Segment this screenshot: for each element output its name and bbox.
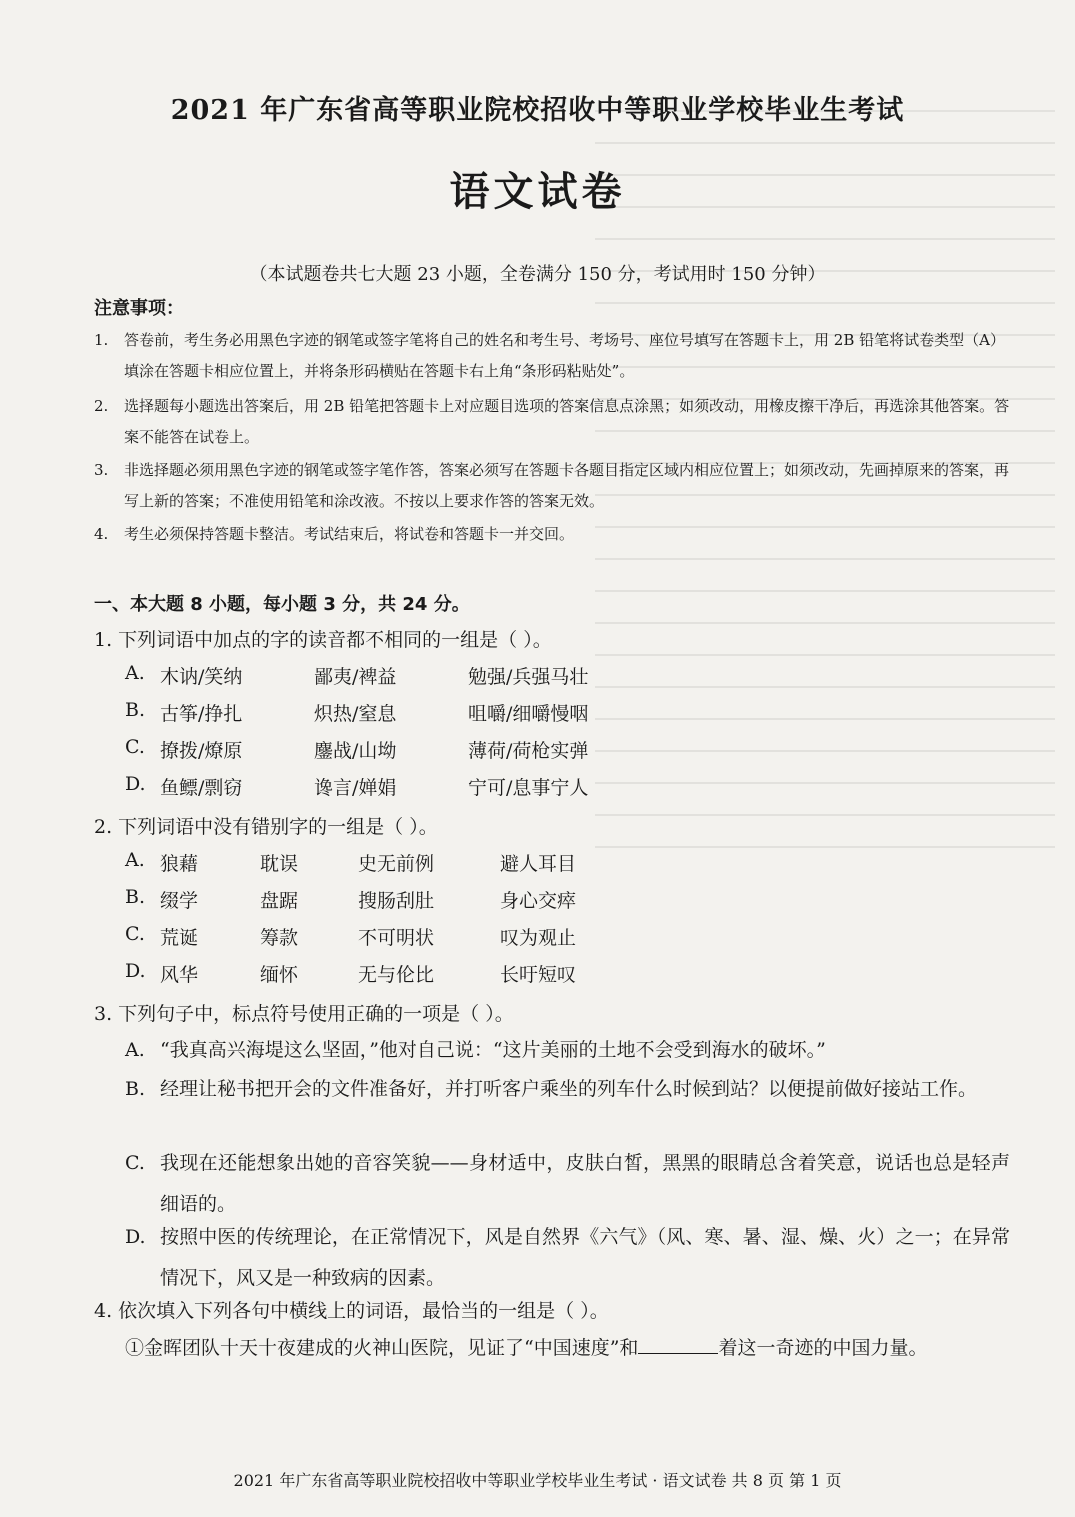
- notice-item-number: 1.: [94, 331, 109, 349]
- option-word: 撩拨/燎原: [160, 740, 243, 762]
- item-text-before: ①金晖团队十天十夜建成的火神山医院，见证了“中国速度”和: [125, 1337, 639, 1359]
- option-word: 薄荷/荷枪实弹: [468, 740, 589, 762]
- option-label: A.: [125, 849, 145, 871]
- option-text: 经理让秘书把开会的文件准备好，并打听客户乘坐的列车什么时候到站？以便提前做好接站工作。: [160, 1078, 978, 1100]
- option-row: [125, 1030, 1010, 1071]
- option-word: 避人耳目: [500, 853, 577, 875]
- notice-item: [94, 391, 1014, 453]
- option-label: D.: [125, 773, 146, 795]
- question-4-stem: 4. 依次填入下列各句中横线上的词语，最恰当的一组是（ ）。: [94, 1300, 609, 1322]
- notice-item-text: 考生必须保持答题卡整洁。考试结束后，将试卷和答题卡一并交回。: [124, 525, 575, 543]
- option-label: A.: [125, 1039, 145, 1061]
- section-heading: 一、本大题 8 小题，每小题 3 分，共 24 分。: [94, 594, 470, 615]
- notice-item-number: 4.: [94, 525, 109, 543]
- option-label: D.: [125, 1226, 146, 1248]
- option-text: 按照中医的传统理论，在正常情况下，风是自然界《六气》（风、寒、暑、湿、燥、火）之一；在异常情况下，风又是一种致病的因素。: [160, 1226, 1010, 1289]
- option-row: [125, 1069, 1010, 1110]
- page-footer: 2021 年广东省高等职业院校招收中等职业学校毕业生考试 · 语文试卷 共 8 页 第 1 页: [233, 1471, 842, 1490]
- option-word: 筹款: [260, 927, 299, 949]
- question-4-item-1: [125, 1325, 1010, 1371]
- option-word: 长吁短叹: [500, 964, 577, 986]
- option-word: 咀嚼/细嚼慢咽: [468, 703, 589, 725]
- option-label: B.: [125, 886, 146, 908]
- option-word: 宁可/息事宁人: [468, 777, 589, 799]
- notice-item-number: 2.: [94, 397, 109, 415]
- option-word: 不可明状: [358, 927, 435, 949]
- question-3-stem: 3. 下列句子中，标点符号使用正确的一项是（ ）。: [94, 1003, 514, 1025]
- item-text-after: 着这一奇迹的中国力量。: [718, 1337, 928, 1359]
- exam-subtitle: （本试题卷共七大题 23 小题，全卷满分 150 分，考试用时 150 分钟）: [249, 264, 826, 285]
- option-label: B.: [125, 699, 146, 721]
- subject-title: 语文试卷: [449, 168, 626, 215]
- notice-item-text: 答卷前，考生务必用黑色字迹的钢笔或签字笔将自己的姓名和考生号、考场号、座位号填写在答题卡上，用 2B 铅笔将试卷类型（A）填涂在答题卡相应位置上，并将条形码横贴在答题卡右上角“条形码粘贴处”。: [124, 331, 1005, 380]
- option-word: 盘踞: [260, 890, 299, 912]
- option-word: 古筝/挣扎: [160, 703, 243, 725]
- option-word: 勉强/兵强马壮: [468, 666, 589, 688]
- option-word: 风华: [160, 964, 199, 986]
- option-word: 狼藉: [160, 853, 199, 875]
- option-label: C.: [125, 923, 145, 945]
- notice-item-text: 选择题每小题选出答案后，用 2B 铅笔把答题卡上对应题目选项的答案信息点涂黑；如须改动，用橡皮擦干净后，再选涂其他答案。答案不能答在试卷上。: [124, 397, 1010, 446]
- option-word: 无与伦比: [358, 964, 435, 986]
- notice-item: [94, 519, 1014, 550]
- option-word: 炽热/窒息: [314, 703, 397, 725]
- option-word: 叹为观止: [500, 927, 577, 949]
- fill-in-blank: [638, 1335, 718, 1354]
- question-1-stem: 1. 下列词语中加点的字的读音都不相同的一组是（ ）。: [94, 629, 552, 651]
- option-word: 缅怀: [260, 964, 299, 986]
- notice-item: [94, 455, 1014, 517]
- option-word: 史无前例: [358, 853, 435, 875]
- notice-item-text: 非选择题必须用黑色字迹的钢笔或签字笔作答，答案必须写在答题卡各题目指定区域内相应位置上；如须改动，先画掉原来的答案，再写上新的答案；不准使用铅笔和涂改液。不按以上要求作答的答案无效。: [124, 461, 1010, 510]
- option-row: [125, 1217, 1010, 1299]
- option-word: 缀学: [160, 890, 199, 912]
- option-word: 鱼鳔/剽窃: [160, 777, 243, 799]
- option-word: 身心交瘁: [500, 890, 577, 912]
- option-word: 荒诞: [160, 927, 199, 949]
- notice-item: [94, 325, 1014, 387]
- notice-item-number: 3.: [94, 461, 109, 479]
- option-word: 鏖战/山坳: [314, 740, 397, 762]
- option-word: 耽误: [260, 853, 299, 875]
- option-label: C.: [125, 1152, 145, 1174]
- option-label: D.: [125, 960, 146, 982]
- question-2-stem: 2. 下列词语中没有错别字的一组是（ ）。: [94, 816, 438, 838]
- option-word: 搜肠刮肚: [358, 890, 435, 912]
- notice-heading: 注意事项：: [94, 298, 184, 319]
- option-text: 我现在还能想象出她的音容笑貌——身材适中，皮肤白皙，黑黑的眼睛总含着笑意，说话也总是轻声细语的。: [160, 1152, 1010, 1215]
- option-word: 鄙夷/裨益: [314, 666, 397, 688]
- option-word: 木讷/笑纳: [160, 666, 243, 688]
- option-row: [125, 1143, 1010, 1225]
- option-word: 谗言/婵娟: [314, 777, 397, 799]
- exam-title: 2021 年广东省高等职业院校招收中等职业学校毕业生考试: [170, 95, 905, 126]
- option-text: “我真高兴海堤这么坚固，”他对自己说：“这片美丽的土地不会受到海水的破坏。”: [160, 1039, 826, 1061]
- option-label: A.: [125, 662, 145, 684]
- option-label: C.: [125, 736, 145, 758]
- option-label: B.: [125, 1078, 146, 1100]
